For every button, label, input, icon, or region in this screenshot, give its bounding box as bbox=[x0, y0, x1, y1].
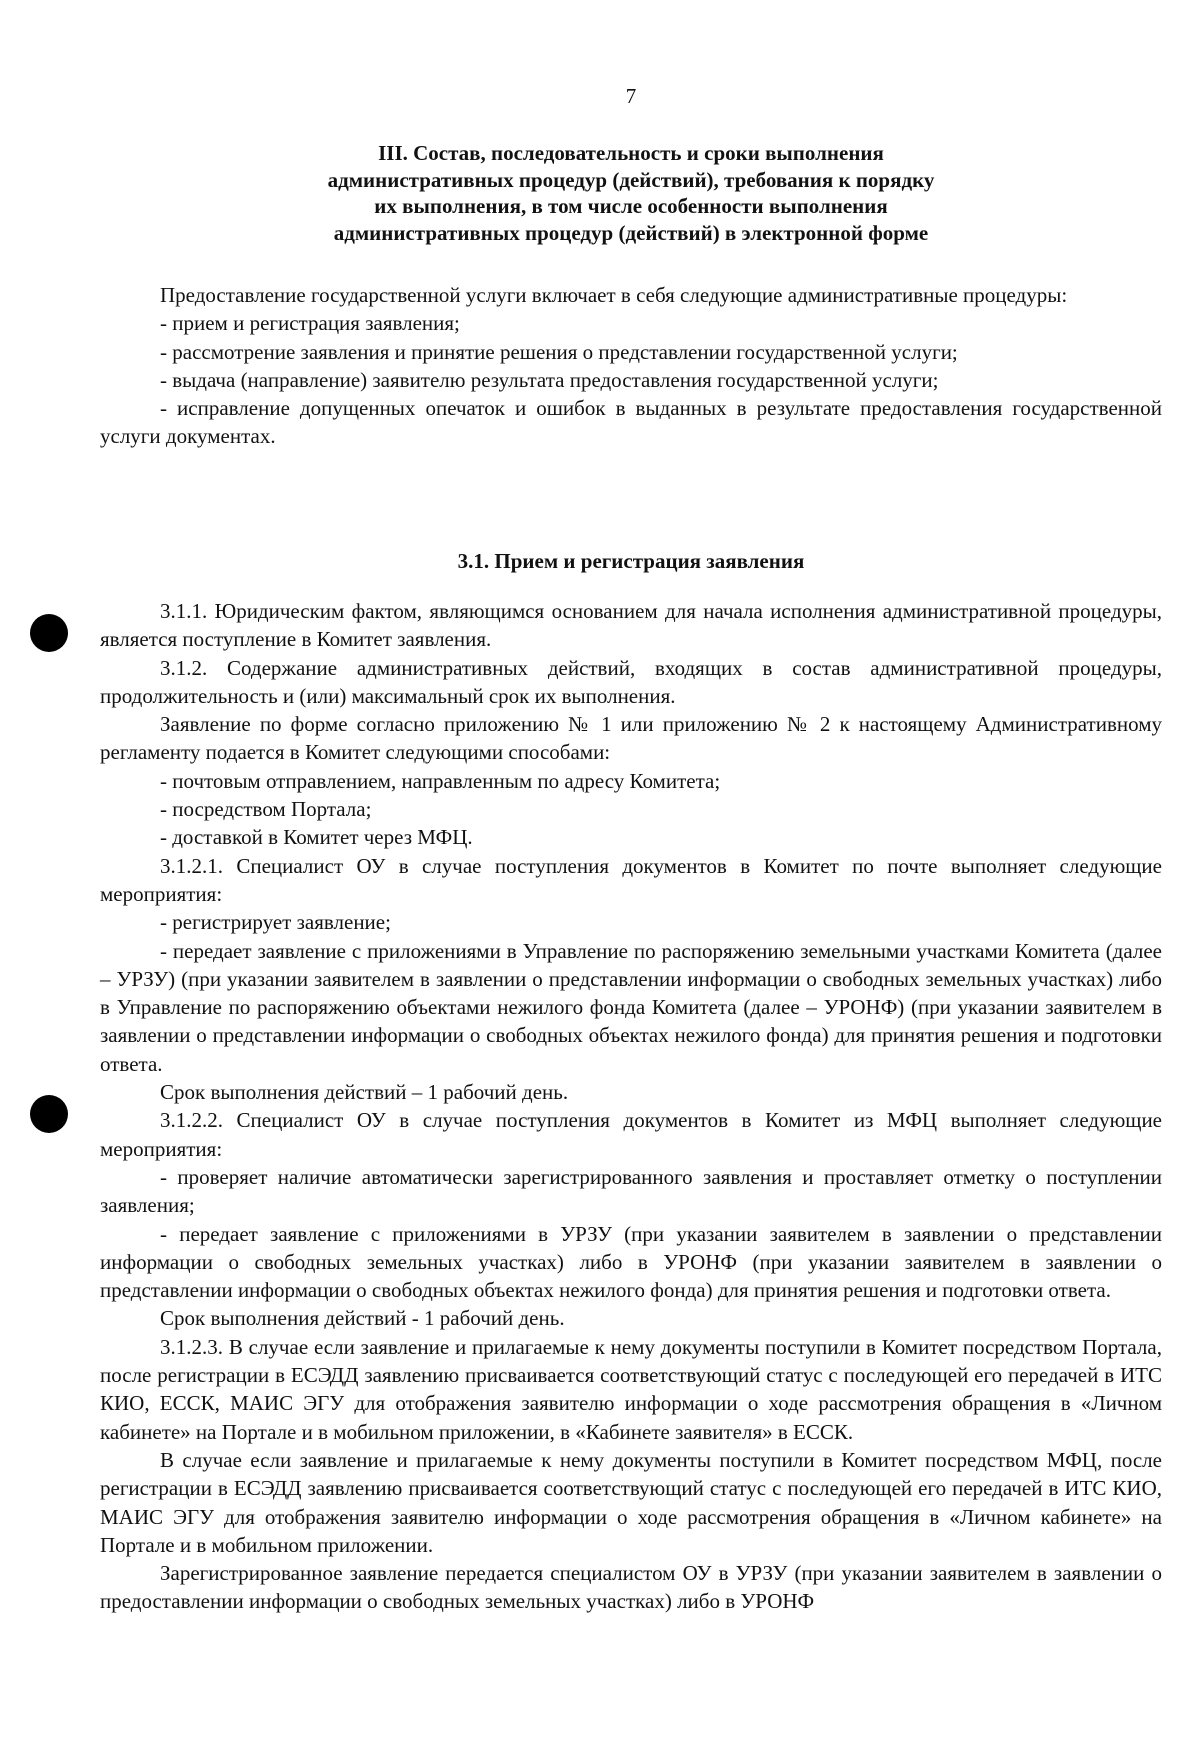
paragraph-3-1-2-1: 3.1.2.1. Специалист ОУ в случае поступления документов в Комитет по почте выполняет следующие мероприятия: bbox=[100, 853, 1162, 906]
list-item: - передает заявление с приложениями в Управление по распоряжению земельными участками Комитета (далее – УРЗУ) (при указании заявителем в заявлении о представлении информации о свободных земельных участках) либо в Управление по распоряжению объектами нежилого фонда Комитета (далее – УРОНФ) (при указании заявителем в заявлении о представлении информации о свободных объектах нежилого фонда) для принятия решения и подготовки ответа. bbox=[100, 938, 1162, 1076]
list-item: - посредством Портала; bbox=[160, 797, 372, 822]
paragraph: Заявление по форме согласно приложению № 1 или приложению № 2 к настоящему Административному регламенту подается в Комитет следующими способами: bbox=[100, 712, 1162, 765]
section-title-line: III. Состав, последовательность и сроки выполнения bbox=[378, 141, 884, 165]
paragraph-3-1-2: 3.1.2. Содержание административных действий, входящих в состав административной процедуры, продолжительность и (или) максимальный срок их выполнения. bbox=[100, 655, 1162, 708]
list-item: - почтовым отправлением, направленным по адресу Комитета; bbox=[160, 768, 721, 793]
paragraph: Срок выполнения действий – 1 рабочий день. bbox=[160, 1080, 569, 1105]
hole-punch-mark-bottom bbox=[30, 1095, 68, 1133]
paragraph-3-1-2-3: 3.1.2.3. В случае если заявление и прилагаемые к нему документы поступили в Комитет посредством Портала, после регистрации в ЕСЭДД заявлению присваивается соответствующий статус с последующей его передачей в ИТС КИО, ЕССК, МАИС ЭГУ для отображения заявителю информации о ходе рассмотрения обращения в «Личном кабинете» на Портале и в мобильном приложении, в «Кабинете заявителя» в ЕССК. bbox=[100, 1334, 1162, 1444]
paragraph: В случае если заявление и прилагаемые к нему документы поступили в Комитет посредством МФЦ, после регистрации в ЕСЭДД заявлению присваивается соответствующий статус с последующей его передачей в ИТС КИО, МАИС ЭГУ для отображения заявителю информации о ходе рассмотрения обращения в «Личном кабинете» на Портале и в мобильном приложении. bbox=[100, 1447, 1162, 1557]
subsection-title: 3.1. Прием и регистрация заявления bbox=[457, 549, 805, 573]
section-title-line: их выполнения, в том числе особенности выполнения bbox=[374, 194, 888, 218]
list-item: - прием и регистрация заявления; bbox=[160, 311, 460, 336]
hole-punch-mark-top bbox=[30, 614, 68, 652]
intro-block bbox=[100, 281, 1162, 451]
section-title-line: административных процедур (действий) в электронной форме bbox=[333, 220, 929, 245]
page-number: 7 bbox=[625, 84, 637, 108]
list-item: - доставкой в Комитет через МФЦ. bbox=[160, 825, 473, 850]
section-title bbox=[100, 140, 1162, 246]
paragraph: Зарегистрированное заявление передается специалистом ОУ в УРЗУ (при указании заявителем в заявлении о предоставлении информации о свободных земельных участках) либо в УРОНФ bbox=[100, 1561, 1162, 1614]
section-title-line: административных процедур (действий), требования к порядку bbox=[327, 167, 935, 192]
list-item: - рассмотрение заявления и принятие решения о представлении государственной услуги; bbox=[160, 339, 958, 364]
subsection-body bbox=[100, 597, 1162, 1616]
list-item: - исправление допущенных опечаток и ошибок в выданных в результате предоставления государственной услуги документах. bbox=[100, 396, 1162, 449]
paragraph-3-1-2-2: 3.1.2.2. Специалист ОУ в случае поступления документов в Комитет из МФЦ выполняет следующие мероприятия: bbox=[100, 1108, 1162, 1161]
paragraph-3-1-1: 3.1.1. Юридическим фактом, являющимся основанием для начала исполнения административной процедуры, является поступление в Комитет заявления. bbox=[100, 599, 1162, 652]
paragraph: Срок выполнения действий - 1 рабочий день. bbox=[160, 1306, 565, 1331]
list-item: - проверяет наличие автоматически зарегистрированного заявления и проставляет отметку о поступлении заявления; bbox=[100, 1164, 1162, 1218]
list-item: - выдача (направление) заявителю результата предоставления государственной услуги; bbox=[160, 367, 939, 392]
intro-paragraph: Предоставление государственной услуги включает в себя следующие административные процедуры: bbox=[160, 283, 1068, 307]
list-item: - регистрирует заявление; bbox=[160, 910, 391, 935]
list-item: - передает заявление с приложениями в УРЗУ (при указании заявителем в заявлении о представлении информации о свободных земельных участках) либо в УРОНФ (при указании заявителем в заявлении о представлении информации о свободных объектах нежилого фонда) для принятия решения и подготовки ответа. bbox=[100, 1221, 1162, 1303]
